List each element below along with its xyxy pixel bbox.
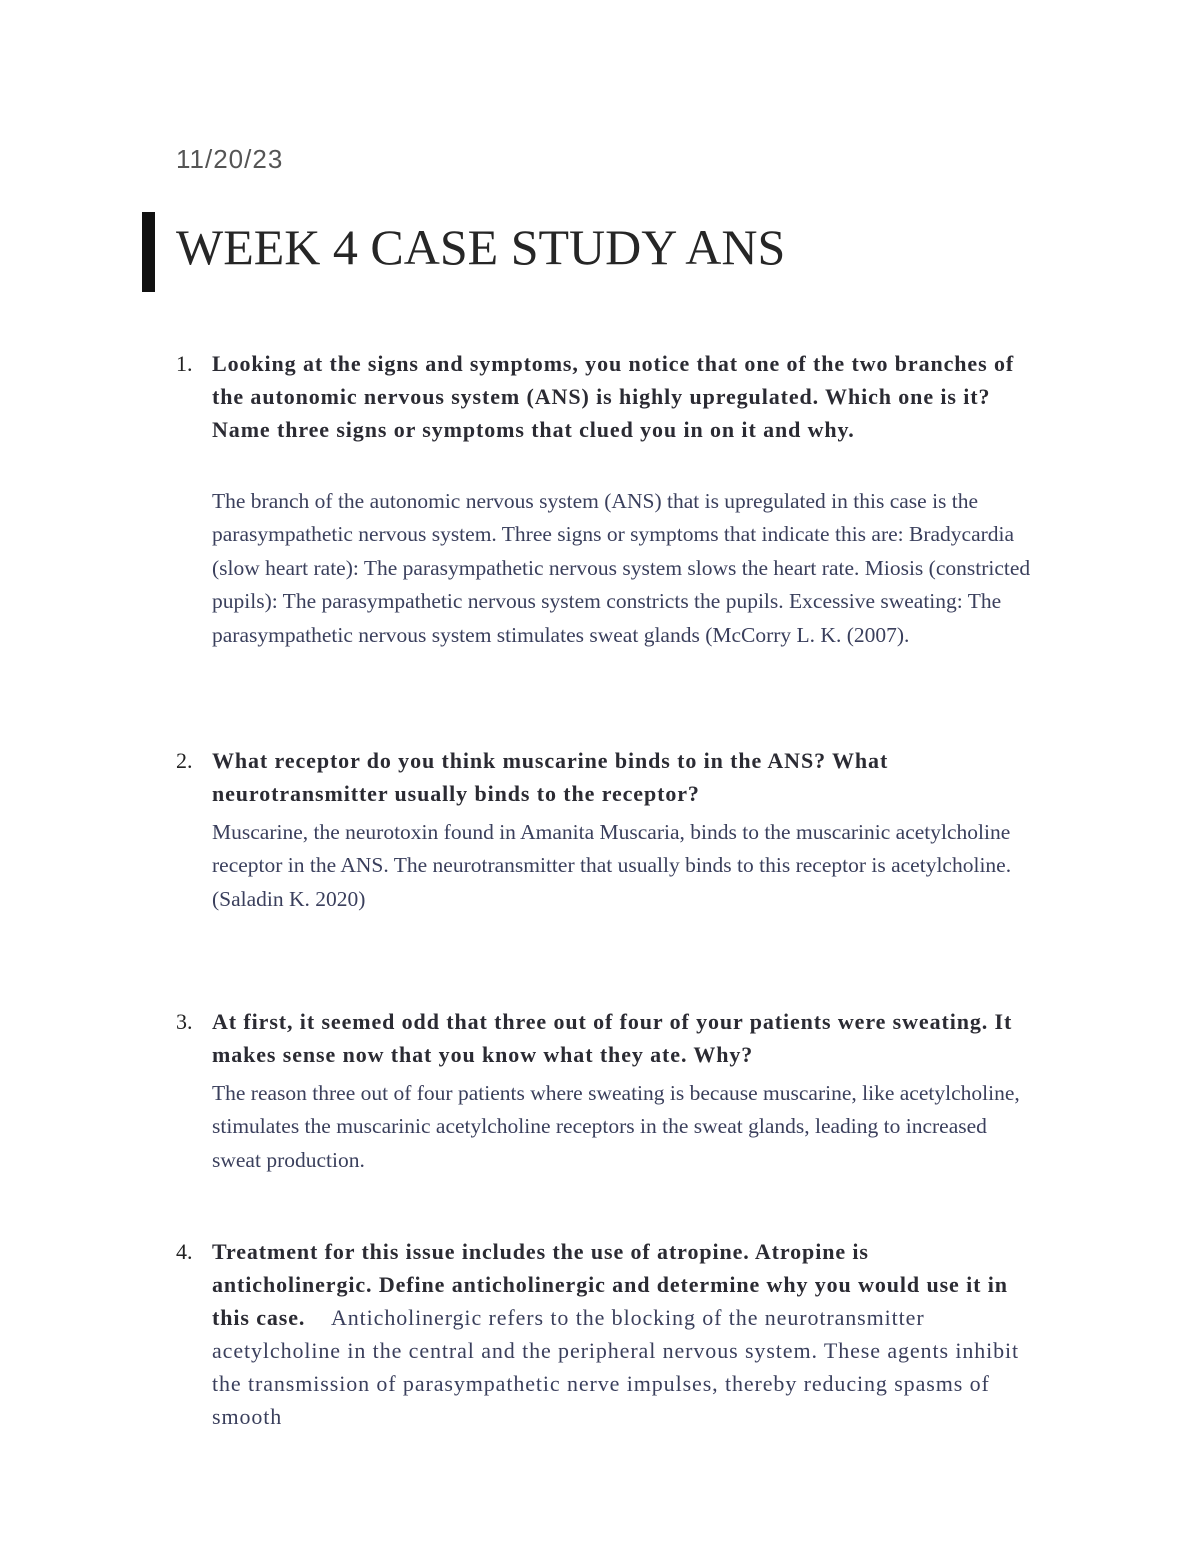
document-title: WEEK 4 CASE STUDY ANS: [176, 219, 786, 275]
question-text: [212, 1235, 1032, 1433]
answer-text: Anticholinergic refers to the blocking of the neurotransmitter acetylcholine in the central and the peripheral nervous system. These agents inhibit the transmission of parasympathetic nerve impulses, thereby reducing spasms of smooth: [212, 1305, 1020, 1429]
title-accent-bar: [142, 212, 155, 292]
document-date: 11/20/23: [176, 144, 284, 174]
answer-text: Muscarine, the neurotoxin found in Amanita Muscaria, binds to the muscarinic acetylcholine receptor in the ANS. The neurotransmitter that usually binds to this receptor is acetylcholine. (Saladin K. 2020): [212, 820, 1012, 911]
question-number: 4.: [176, 1239, 193, 1264]
question-number: 2.: [176, 748, 193, 773]
question-number: 3.: [176, 1009, 193, 1034]
question-text-inline: Treatment for this issue includes the use of atropine. Atropine is anticholinergic. Define anticholinergic and determine why you would use it in this case.: [212, 1239, 1008, 1330]
question-text: At first, it seemed odd that three out of four of your patients were sweating. It makes sense now that you know what they ate. Why?: [212, 1009, 1013, 1067]
answer-text: The reason three out of four patients where sweating is because muscarine, like acetylcholine, stimulates the muscarinic acetylcholine receptors in the sweat glands, leading to increased sweat production.: [212, 1081, 1020, 1172]
question-number: 1.: [176, 351, 193, 376]
question-text: What receptor do you think muscarine binds to in the ANS? What neurotransmitter usually binds to the receptor?: [212, 748, 889, 806]
question-text: Looking at the signs and symptoms, you notice that one of the two branches of the autonomic nervous system (ANS) is highly upregulated. Which one is it? Name three signs or symptoms that clued you in on it and why.: [212, 351, 1015, 442]
answer-text: The branch of the autonomic nervous system (ANS) that is upregulated in this case is the parasympathetic nervous system. Three signs or symptoms that indicate this are: Bradycardia (slow heart rate): The parasympathetic nervous system slows the heart rate. Miosis (constricted pupils): The parasympathetic nervous system constricts the pupils. Excessive sweating: The parasympathetic nervous system stimulates sweat glands (McCorry L. K. (2007).: [212, 489, 1031, 647]
